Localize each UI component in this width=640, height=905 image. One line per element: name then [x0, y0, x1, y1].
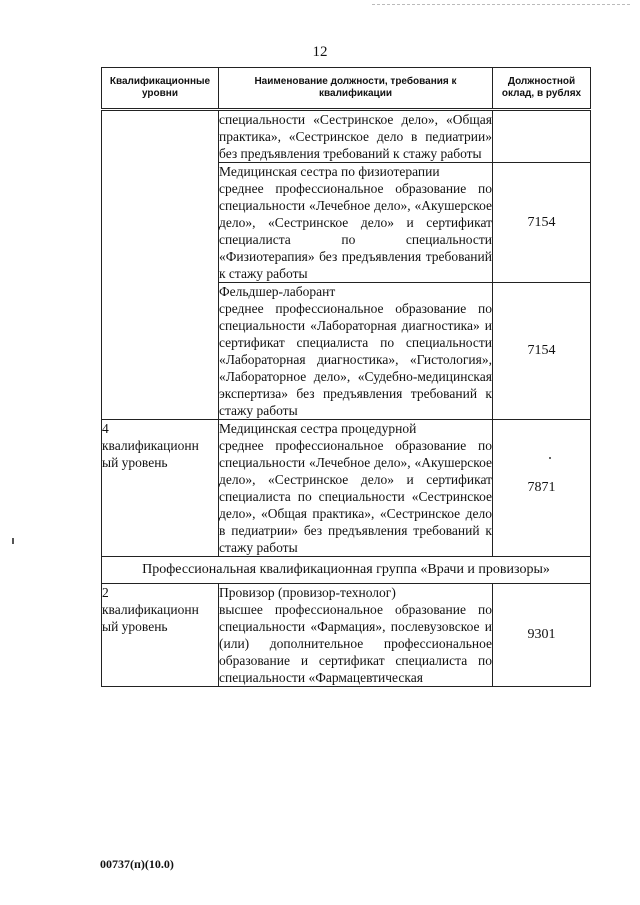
- document-code: 00737(п)(10.0): [100, 857, 174, 871]
- position-title: Провизор (провизор-технолог): [219, 585, 396, 600]
- position-requirements: специальности «Сестринское дело», «Общая практика», «Сестринское дело в педиатрии» без предъявления требований к стажу работы: [219, 112, 492, 161]
- position-requirements: среднее профессиональное образование по специальности «Лабораторная диагностика» и сертификат специалиста по специальности «Лабораторная диагностика», «Гистология», «Лабораторное дело», «Судебно-медицинская экспертиза» без предъявления требований к стажу работы: [219, 301, 492, 418]
- page-number: 12: [312, 44, 328, 60]
- group-title-row: [102, 557, 591, 584]
- position-requirements: среднее профессиональное образование по специальности «Лечебное дело», «Акушерское дело», «Сестринское дело» и сертификат специалиста по специальности «Сестринское дело», «Общая практика», «Сестринское дело в педиатрии» без предъявления требований к стажу работы: [219, 438, 492, 555]
- table-header-row: [102, 68, 591, 110]
- level-number: 4: [102, 421, 109, 436]
- position-cell: [219, 110, 493, 163]
- level-word-part2: ый уровень: [102, 455, 168, 470]
- level-cell-empty: [102, 110, 219, 420]
- position-title: Фельдшер-лаборант: [219, 284, 336, 299]
- position-title: Медицинская сестра по физиотерапии: [219, 164, 440, 179]
- header-name: Наименование должности, требования к квалификации: [219, 68, 493, 110]
- position-cell: [219, 420, 493, 557]
- position-title: Медицинская сестра процедурной: [219, 421, 417, 436]
- salary-cell: 7871: [493, 420, 591, 557]
- level-cell: [102, 420, 219, 557]
- level-number: 2: [102, 585, 109, 600]
- salary-cell: 7154: [493, 163, 591, 283]
- table-row: [102, 420, 591, 557]
- header-salary: Должностной оклад, в рублях: [493, 68, 591, 110]
- scan-dot-mark: [549, 457, 551, 459]
- position-requirements: среднее профессиональное образование по специальности «Лечебное дело», «Акушерское дело», «Сестринское дело» и сертификат специалиста по специальности «Физиотерапия» без предъявления требований к стажу работы: [219, 181, 492, 281]
- salary-cell: 7154: [493, 283, 591, 420]
- top-scan-rule: [372, 4, 630, 5]
- salary-cell: 9301: [493, 584, 591, 687]
- level-cell: [102, 584, 219, 687]
- position-requirements: высшее профессиональное образование по специальности «Фармация», послевузовское и (или) дополнительное профессиональное образование и сертификат специалиста по специальности «Фармацевтическая: [219, 602, 492, 685]
- table-row: [102, 584, 591, 687]
- qualification-table: [101, 67, 591, 687]
- level-word-part1: квалификационн: [102, 602, 199, 617]
- position-cell: [219, 584, 493, 687]
- table-row: [102, 110, 591, 163]
- group-title: Профессиональная квалификационная группа «Врачи и провизоры»: [102, 557, 591, 584]
- level-word-part1: квалификационн: [102, 438, 199, 453]
- level-word-part2: ый уровень: [102, 619, 168, 634]
- salary-cell: [493, 110, 591, 163]
- header-level: Квалификационные уровни: [102, 68, 219, 110]
- scan-margin-mark: [12, 538, 14, 544]
- position-cell: [219, 283, 493, 420]
- position-cell: [219, 163, 493, 283]
